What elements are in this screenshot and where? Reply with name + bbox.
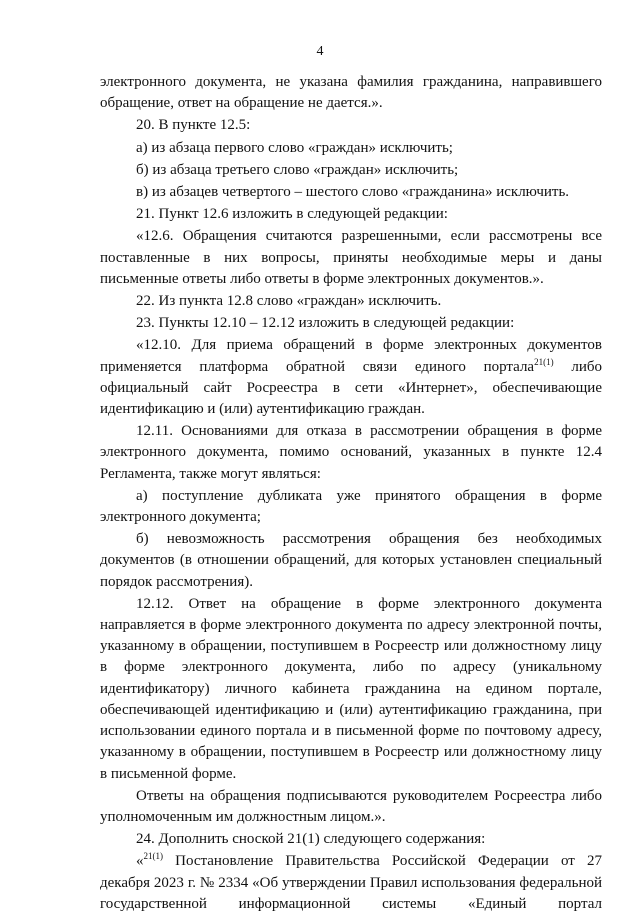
paragraph-12: а) поступление дубликата уже принятого обращения в форме электронного документа; [100,487,602,526]
paragraph-2: 20. В пункте 12.5: [136,117,251,134]
paragraph-1: электронного документа, не указана фамилия гражданина, направившего обращение, ответ на обращение не дается.». [100,74,602,112]
paragraph-8: 22. Из пункта 12.8 слово «граждан» исключить. [136,293,442,310]
paragraph-17-text-before: « [136,853,144,870]
paragraph-13: б) невозможность рассмотрения обращения без необходимых документов (в отношении обращений, для которых установлен специальный порядок рассмотрения). [100,531,602,590]
paragraph-14: 12.12. Ответ на обращение в форме электронного документа направляется в форме электронного документа по адресу электронной почты, указанному в обращении, поступившем в Росреестр или должностному лицу в форме электронного документа, либо по адресу (уникальному идентификатору) личного кабинета гражданина на едином портале, обеспечивающей идентификацию и (или) аутентификацию гражданина, при использовании единого портала и в письменной форме по почтовому адресу, указанному в обращении, поступившем в Росреестр или должностному лицу в письменной форме. [100,595,602,782]
paragraph-3: а) из абзаца первого слово «граждан» исключить; [136,139,453,156]
paragraph-17-text-after: Постановление Правительства Российской Федерации от 27 декабря 2023 г. № 2334 «Об утверждении Правил использования федеральной государственной информационной системы «Единый портал [100,853,602,912]
paragraph-11: 12.11. Основаниями для отказа в рассмотрении обращения в форме электронного документа, помимо оснований, указанных в пункте 12.4 Регламента, также могут являться: [100,423,602,482]
footnote-mark: 21(1) [143,851,163,862]
footnote-ref: 21(1) [534,356,554,367]
paragraph-9: 23. Пункты 12.10 – 12.12 изложить в следующей редакции: [136,315,515,332]
paragraph-10-text-before: «12.10. Для приема обращений в форме электронных документов применяется платформа обратной связи единого портала [100,337,602,375]
paragraph-15: Ответы на обращения подписываются руководителем Росреестра либо уполномоченным им должностным лицом.». [100,787,602,825]
paragraph-5: в) из абзацев четвертого – шестого слово «гражданина» исключить. [136,184,570,201]
paragraph-6: 21. Пункт 12.6 изложить в следующей редакции: [136,206,448,223]
paragraph-4: б) из абзаца третьего слово «граждан» исключить; [136,161,459,178]
paragraph-10-text-after: либо официальный сайт Росреестра в сети «Интернет», обеспечивающие идентификацию и (или) аутентификацию граждан. [100,358,602,418]
paragraph-16: 24. Дополнить сноской 21(1) следующего содержания: [136,831,486,848]
paragraph-10 [100,335,602,420]
paragraph-7: «12.6. Обращения считаются разрешенными, если рассмотрены все поставленные в них вопросы, приняты необходимые меры и даны письменные ответы либо ответы в форме электронных документов.». [100,228,602,287]
paragraph-17 [100,851,602,915]
page-number: 4 [316,44,324,59]
